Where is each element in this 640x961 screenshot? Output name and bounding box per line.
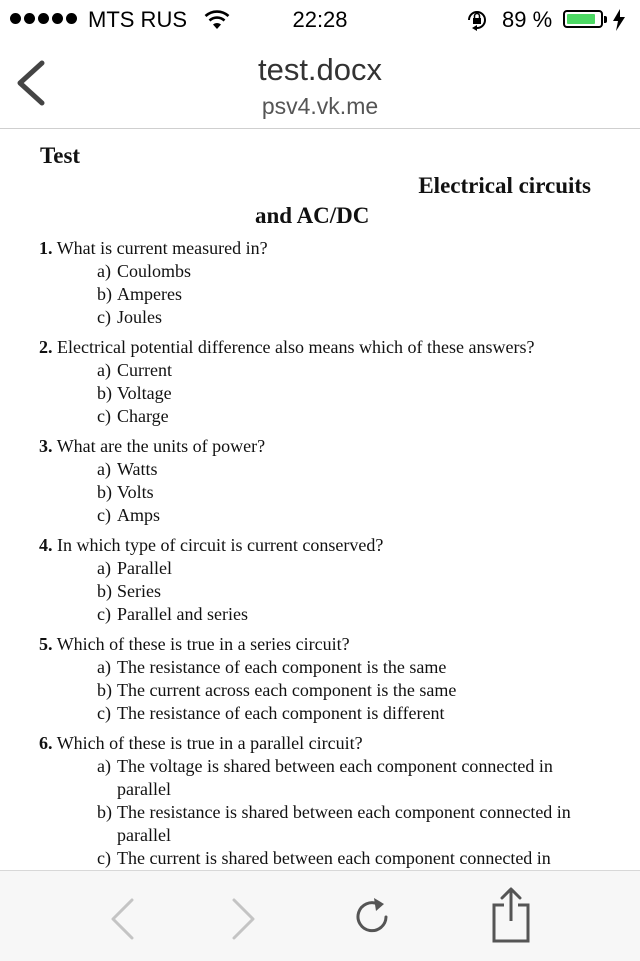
answer-option	[39, 283, 599, 306]
bottom-toolbar	[0, 870, 640, 961]
question-text	[39, 336, 599, 359]
question-number: 3.	[39, 436, 53, 456]
answer-option-text: Amps	[117, 505, 161, 525]
answer-option-text: Volts	[117, 482, 154, 502]
question-item	[39, 633, 599, 725]
question-text	[39, 534, 599, 557]
answer-option-text: The voltage is shared between each component connected in parallel	[117, 756, 553, 799]
question-list	[39, 237, 599, 900]
battery-icon	[563, 10, 603, 28]
answer-option-text: The resistance of each component is the same	[117, 657, 447, 677]
answer-option	[39, 260, 599, 283]
back-arrow-icon[interactable]	[108, 897, 136, 946]
battery-percent: 89 %	[502, 7, 553, 32]
document-viewer[interactable]	[0, 129, 640, 869]
question-prompt: Which of these is true in a parallel circuit?	[56, 733, 363, 753]
answer-option	[39, 458, 599, 481]
orientation-lock-icon	[465, 9, 489, 37]
question-text	[39, 435, 599, 458]
question-number: 1.	[39, 238, 53, 258]
question-prompt: Electrical potential difference also means which of these answers?	[57, 337, 535, 357]
answer-option-text: Charge	[117, 406, 169, 426]
reload-icon[interactable]	[352, 895, 394, 946]
question-item	[39, 534, 599, 626]
answer-option-label: c)	[97, 406, 111, 426]
answer-option-text: The resistance is shared between each component connected in parallel	[117, 802, 571, 845]
answer-option-text: Parallel	[117, 558, 172, 578]
question-prompt: Which of these is true in a series circuit?	[56, 634, 350, 654]
navigation-bar	[0, 40, 640, 129]
answer-option-label: c)	[97, 848, 111, 868]
answer-option-label: c)	[97, 703, 111, 723]
answer-option	[39, 405, 599, 428]
answer-option-text: Current	[117, 360, 172, 380]
answer-option-label: b)	[97, 383, 112, 403]
question-text	[39, 633, 599, 656]
answer-option	[39, 801, 599, 847]
answer-option-label: b)	[97, 680, 112, 700]
answer-option	[39, 679, 599, 702]
question-item	[39, 732, 599, 893]
answer-option	[39, 656, 599, 679]
heading-title-line2: and AC/DC	[255, 203, 370, 228]
answer-option-text: Joules	[117, 307, 162, 327]
answer-option	[39, 359, 599, 382]
document-title: test.docx	[257, 52, 383, 87]
question-item	[39, 237, 599, 329]
answer-option-text: Series	[117, 581, 161, 601]
answer-option-label: a)	[97, 360, 111, 380]
answer-option-label: a)	[97, 657, 111, 677]
question-prompt: What is current measured in?	[56, 238, 268, 258]
answer-option-label: b)	[97, 284, 112, 304]
answer-option-label: a)	[97, 558, 111, 578]
question-prompt: What are the units of power?	[56, 436, 266, 456]
answer-option-text: Watts	[117, 459, 158, 479]
answer-option-label: b)	[97, 482, 112, 502]
answer-option-label: c)	[97, 307, 111, 327]
carrier-name: MTS RUS	[88, 7, 187, 32]
answer-option-label: b)	[97, 802, 112, 822]
question-prompt: In which type of circuit is current conserved?	[57, 535, 384, 555]
forward-arrow-icon[interactable]	[230, 897, 258, 946]
answer-option-label: b)	[97, 581, 112, 601]
question-item	[39, 336, 599, 428]
answer-option	[39, 481, 599, 504]
answer-option-label: a)	[97, 261, 111, 281]
question-number: 6.	[39, 733, 53, 753]
answer-option	[39, 603, 599, 626]
heading-title-line1: Electrical circuits	[418, 173, 591, 198]
heading-test: Test	[40, 143, 81, 168]
answer-option	[39, 557, 599, 580]
document-source-domain: psv4.vk.me	[261, 93, 379, 119]
question-item	[39, 435, 599, 527]
status-bar	[0, 0, 640, 40]
clock-time: 22:28	[292, 7, 348, 32]
answer-option-text: Voltage	[117, 383, 172, 403]
answer-option-label: a)	[97, 756, 111, 776]
answer-option-text: Coulombs	[117, 261, 192, 281]
answer-option-text: The resistance of each component is different	[117, 703, 445, 723]
answer-option-label: c)	[97, 505, 111, 525]
question-text	[39, 237, 599, 260]
answer-option-label: c)	[97, 604, 111, 624]
answer-option	[39, 580, 599, 603]
charging-bolt-icon	[612, 9, 626, 37]
question-number: 4.	[39, 535, 53, 555]
answer-option-label: a)	[97, 459, 111, 479]
question-text	[39, 732, 599, 755]
answer-option	[39, 504, 599, 527]
answer-option	[39, 755, 599, 801]
share-icon[interactable]	[490, 887, 532, 948]
answer-option	[39, 306, 599, 329]
answer-option	[39, 702, 599, 725]
answer-option	[39, 382, 599, 405]
answer-option-text: The current across each component is the same	[117, 680, 457, 700]
answer-option-text: The current is shared between each component connected in	[117, 848, 551, 868]
battery-tip	[604, 16, 607, 23]
question-number: 2.	[39, 337, 53, 357]
answer-option-text: Parallel and series	[117, 604, 248, 624]
question-number: 5.	[39, 634, 53, 654]
answer-option-text: Amperes	[117, 284, 182, 304]
